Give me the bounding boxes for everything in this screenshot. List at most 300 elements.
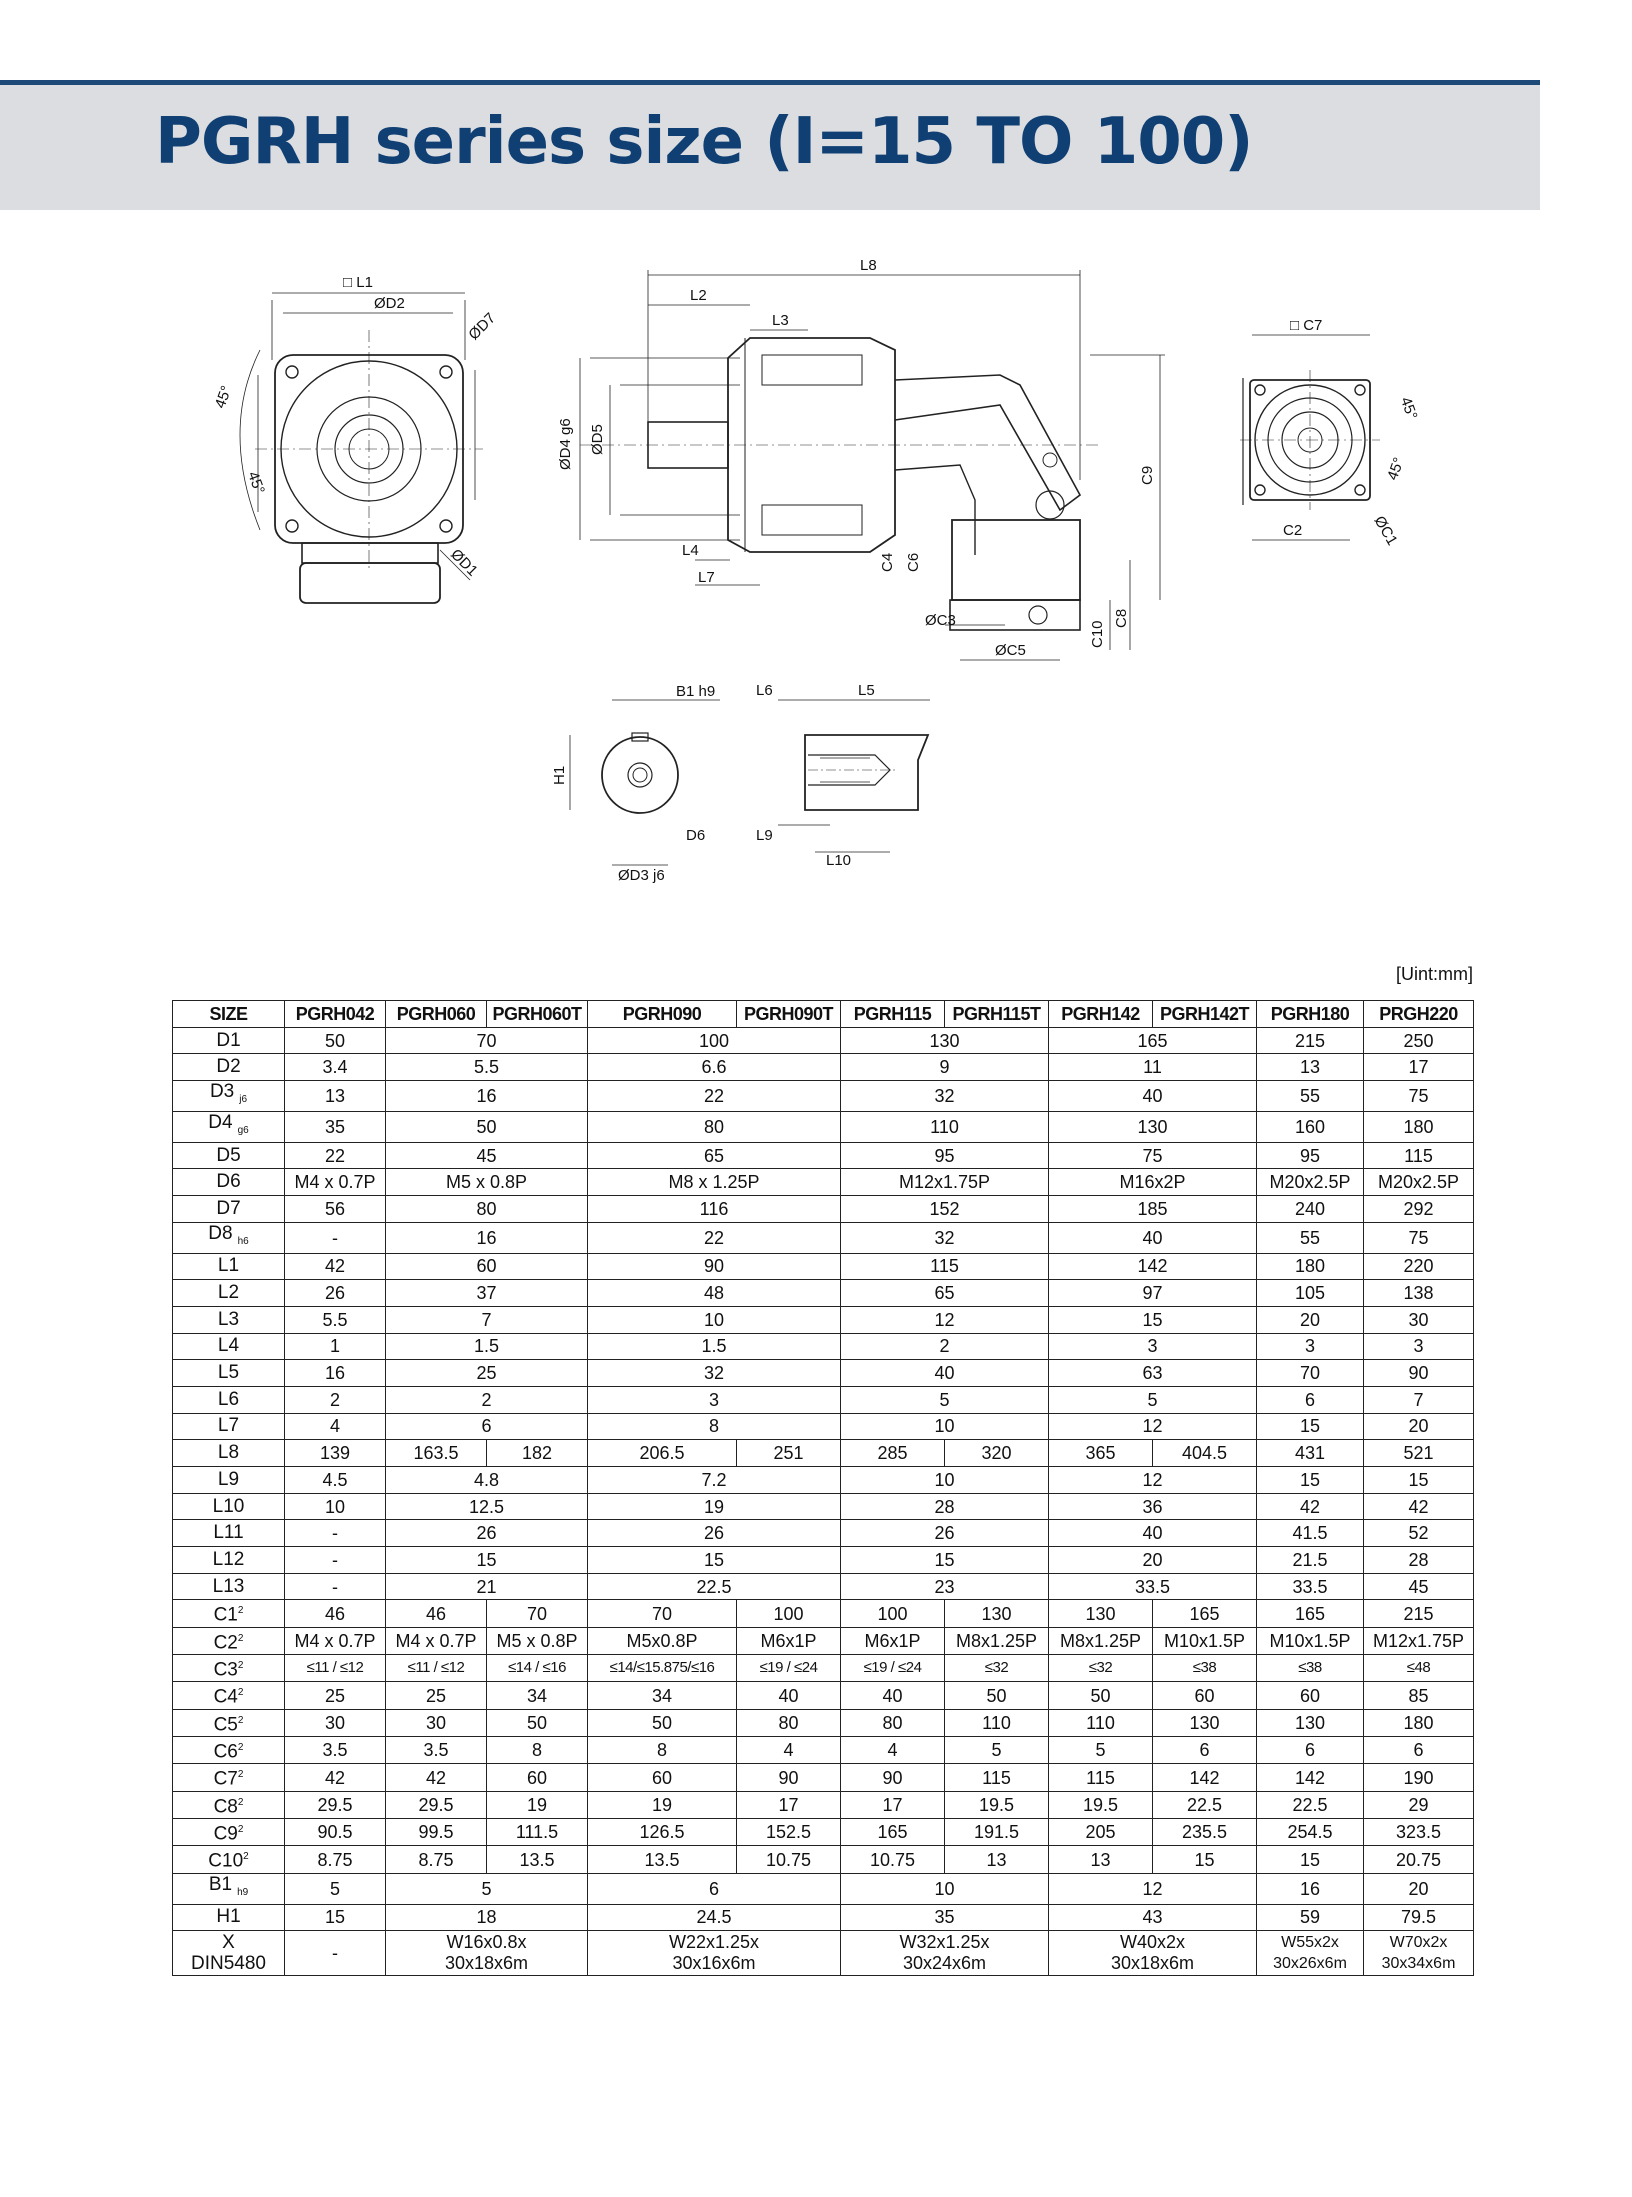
row-label-tolerance: h9	[237, 1886, 249, 1898]
table-cell: 7	[1364, 1386, 1474, 1413]
table-cell: W22x1.25x 30x16x6m	[588, 1931, 841, 1976]
label-C8: C8	[1113, 608, 1130, 628]
table-row	[173, 1655, 1474, 1682]
table-row	[173, 1547, 1474, 1574]
table-cell: 22.5	[1257, 1791, 1364, 1818]
table-cell: 115	[1364, 1142, 1474, 1169]
table-row	[173, 1791, 1474, 1818]
row-label: L11	[173, 1520, 285, 1547]
table-cell: 50	[487, 1709, 588, 1736]
table-cell: 32	[841, 1222, 1049, 1253]
table-cell: 1.5	[386, 1333, 588, 1360]
label-D2: ØD2	[374, 295, 405, 312]
table-cell: 13.5	[588, 1846, 737, 1873]
table-cell: 521	[1364, 1440, 1474, 1467]
table-cell: 163.5	[386, 1440, 487, 1467]
table-cell: 25	[386, 1682, 487, 1709]
table-cell: 29.5	[285, 1791, 386, 1818]
table-cell: 110	[945, 1709, 1049, 1736]
table-cell: 3.4	[285, 1054, 386, 1081]
table-cell: 34	[487, 1682, 588, 1709]
table-cell: 6	[1257, 1386, 1364, 1413]
page-title: PGRH series size (I=15 TO 100)	[155, 105, 1253, 179]
table-cell: 23	[841, 1573, 1049, 1600]
table-cell: 28	[841, 1493, 1049, 1520]
table-cell: 5	[945, 1737, 1049, 1764]
row-label: L1	[173, 1253, 285, 1280]
table-cell: W70x2x 30x34x6m	[1364, 1931, 1474, 1976]
table-row	[173, 1081, 1474, 1112]
table-cell: 22	[588, 1222, 841, 1253]
row-label: L2	[173, 1280, 285, 1307]
table-cell: 50	[945, 1682, 1049, 1709]
table-cell: 20	[1257, 1306, 1364, 1333]
table-cell: 70	[1257, 1360, 1364, 1387]
table-cell: M4 x 0.7P	[386, 1627, 487, 1654]
flange-view	[1240, 317, 1421, 548]
table-cell: 22.5	[1153, 1791, 1257, 1818]
table-cell: 45	[386, 1142, 588, 1169]
table-row	[173, 1306, 1474, 1333]
table-cell: 8.75	[285, 1846, 386, 1873]
label-H1: H1	[551, 765, 568, 785]
column-header-model: PRGH220	[1364, 1001, 1474, 1028]
table-cell: -	[285, 1931, 386, 1976]
label-D7: ØD7	[465, 309, 500, 344]
table-cell: 7.2	[588, 1467, 841, 1494]
table-cell: W40x2x 30x18x6m	[1049, 1931, 1257, 1976]
table-cell: 42	[1364, 1493, 1474, 1520]
table-cell: 13.5	[487, 1846, 588, 1873]
column-header-model: PGRH115T	[945, 1001, 1049, 1028]
row-label: L3	[173, 1306, 285, 1333]
table-cell: 10	[841, 1413, 1049, 1440]
table-cell: 90	[588, 1253, 841, 1280]
row-label: $C3^2$	[173, 1655, 285, 1682]
table-cell: 65	[841, 1280, 1049, 1307]
table-cell: 19	[588, 1791, 737, 1818]
table-cell: 15	[285, 1904, 386, 1931]
table-cell: 15	[1257, 1846, 1364, 1873]
table-cell: 365	[1049, 1440, 1153, 1467]
table-cell: 8	[487, 1737, 588, 1764]
table-cell: 6	[386, 1413, 588, 1440]
table-cell: 105	[1257, 1280, 1364, 1307]
table-cell: 50	[588, 1709, 737, 1736]
table-cell: 70	[588, 1600, 737, 1627]
table-row	[173, 1111, 1474, 1142]
table-row	[173, 1222, 1474, 1253]
table-cell: 79.5	[1364, 1904, 1474, 1931]
table-cell: 46	[285, 1600, 386, 1627]
table-cell: 13	[945, 1846, 1049, 1873]
table-row	[173, 1682, 1474, 1709]
label-C7: □ C7	[1290, 317, 1323, 334]
row-label: $C4^2$	[173, 1682, 285, 1709]
table-cell: -	[285, 1222, 386, 1253]
table-cell: 12	[1049, 1873, 1257, 1904]
table-cell: M8x1.25P	[945, 1627, 1049, 1654]
table-cell: M5 x 0.8P	[386, 1169, 588, 1196]
row-label: L8	[173, 1440, 285, 1467]
table-cell: 22	[285, 1142, 386, 1169]
table-cell: 97	[1049, 1280, 1257, 1307]
row-label: $C10^2$	[173, 1846, 285, 1873]
table-cell: 42	[285, 1253, 386, 1280]
table-cell: 10	[841, 1873, 1049, 1904]
table-cell: 55	[1257, 1222, 1364, 1253]
table-cell: 60	[487, 1764, 588, 1791]
table-cell: 35	[285, 1111, 386, 1142]
row-label: L9	[173, 1467, 285, 1494]
table-cell: 292	[1364, 1196, 1474, 1223]
table-cell: ≤38	[1257, 1655, 1364, 1682]
table-cell: 10.75	[841, 1846, 945, 1873]
table-cell: 115	[1049, 1764, 1153, 1791]
table-cell: 90	[841, 1764, 945, 1791]
row-label-tolerance: h6	[237, 1235, 249, 1247]
table-cell: 70	[386, 1027, 588, 1054]
table-row	[173, 1169, 1474, 1196]
table-cell: 251	[737, 1440, 841, 1467]
table-cell: 48	[588, 1280, 841, 1307]
table-row	[173, 1493, 1474, 1520]
table-cell: 3	[1257, 1333, 1364, 1360]
table-cell: 6	[1153, 1737, 1257, 1764]
table-cell: 160	[1257, 1111, 1364, 1142]
table-cell: M4 x 0.7P	[285, 1169, 386, 1196]
table-cell: 80	[588, 1111, 841, 1142]
table-cell: 22.5	[588, 1573, 841, 1600]
dimension-table	[172, 1000, 1474, 1976]
table-row	[173, 1253, 1474, 1280]
table-cell: 191.5	[945, 1819, 1049, 1846]
table-cell: 2	[285, 1386, 386, 1413]
table-cell: 59	[1257, 1904, 1364, 1931]
label-C3: ØC3	[925, 612, 956, 629]
table-cell: 35	[841, 1904, 1049, 1931]
table-cell: 50	[386, 1111, 588, 1142]
table-cell: 3	[588, 1386, 841, 1413]
label-L1: □ L1	[343, 274, 373, 291]
row-label: $C5^2$	[173, 1709, 285, 1736]
table-cell: 13	[1257, 1054, 1364, 1081]
table-cell: 4.5	[285, 1467, 386, 1494]
table-cell: 17	[737, 1791, 841, 1818]
table-cell: 99.5	[386, 1819, 487, 1846]
table-cell: 15	[1364, 1467, 1474, 1494]
label-L9: L9	[756, 827, 773, 844]
table-cell: 21	[386, 1573, 588, 1600]
row-label: $C7^2$	[173, 1764, 285, 1791]
table-cell: 40	[1049, 1222, 1257, 1253]
table-cell: 3.5	[386, 1737, 487, 1764]
table-cell: 115	[841, 1253, 1049, 1280]
table-cell: 24.5	[588, 1904, 841, 1931]
table-cell: 41.5	[1257, 1520, 1364, 1547]
label-L5: L5	[858, 682, 875, 699]
table-cell: 26	[285, 1280, 386, 1307]
table-cell: 17	[841, 1791, 945, 1818]
table-cell: 16	[285, 1360, 386, 1387]
table-cell: 60	[1153, 1682, 1257, 1709]
table-cell: 26	[841, 1520, 1049, 1547]
table-cell: ≤11 / ≤12	[386, 1655, 487, 1682]
row-label: D5	[173, 1142, 285, 1169]
front-view	[212, 274, 499, 603]
table-row	[173, 1054, 1474, 1081]
table-cell: M8x1.25P	[1049, 1627, 1153, 1654]
table-cell: 75	[1364, 1081, 1474, 1112]
table-cell: M12x1.75P	[1364, 1627, 1474, 1654]
row-label: D7	[173, 1196, 285, 1223]
table-cell: 3	[1364, 1333, 1474, 1360]
label-C9: C9	[1139, 465, 1156, 485]
table-cell: 10	[285, 1493, 386, 1520]
table-cell: 100	[841, 1600, 945, 1627]
table-cell: 56	[285, 1196, 386, 1223]
table-cell: 130	[1049, 1600, 1153, 1627]
table-cell: 111.5	[487, 1819, 588, 1846]
table-cell: 30	[386, 1709, 487, 1736]
table-cell: 40	[841, 1360, 1049, 1387]
row-label: $C6^2$	[173, 1737, 285, 1764]
table-cell: 30	[285, 1709, 386, 1736]
label-D1: ØD1	[447, 545, 481, 580]
table-cell: ≤38	[1153, 1655, 1257, 1682]
table-cell: 40	[737, 1682, 841, 1709]
row-label: L10	[173, 1493, 285, 1520]
table-cell: M10x1.5P	[1257, 1627, 1364, 1654]
table-cell: 5.5	[285, 1306, 386, 1333]
table-cell: 75	[1364, 1222, 1474, 1253]
table-cell: 215	[1257, 1027, 1364, 1054]
table-cell: 2	[386, 1386, 588, 1413]
table-cell: 11	[1049, 1054, 1257, 1081]
row-label: D3 $_{j6}$	[173, 1081, 285, 1112]
label-C2: C2	[1283, 522, 1303, 539]
table-cell: 18	[386, 1904, 588, 1931]
table-cell: M12x1.75P	[841, 1169, 1049, 1196]
table-cell: 320	[945, 1440, 1049, 1467]
row-label: L7	[173, 1413, 285, 1440]
row-label: $C2^2$	[173, 1627, 285, 1654]
table-cell: 25	[285, 1682, 386, 1709]
label-C5: ØC5	[995, 642, 1026, 659]
table-cell: 29.5	[386, 1791, 487, 1818]
label-45-a: 45°	[211, 383, 236, 411]
table-cell: 40	[1049, 1520, 1257, 1547]
table-cell: 220	[1364, 1253, 1474, 1280]
table-cell: 52	[1364, 1520, 1474, 1547]
table-cell: 4	[285, 1413, 386, 1440]
row-label: L4	[173, 1333, 285, 1360]
table-cell: M4 x 0.7P	[285, 1627, 386, 1654]
shaft-end-view	[551, 683, 720, 884]
table-cell: ≤19 / ≤24	[737, 1655, 841, 1682]
row-label-footnote: 2	[243, 1851, 249, 1863]
table-header-row	[173, 1001, 1474, 1028]
row-label: X DIN5480	[173, 1931, 285, 1976]
table-cell: 7	[386, 1306, 588, 1333]
table-cell: 80	[737, 1709, 841, 1736]
table-cell: 55	[1257, 1081, 1364, 1112]
table-cell: 16	[1257, 1873, 1364, 1904]
table-cell: 110	[841, 1111, 1049, 1142]
table-cell: 40	[1049, 1081, 1257, 1112]
table-cell: 19.5	[1049, 1791, 1153, 1818]
table-cell: 8.75	[386, 1846, 487, 1873]
table-cell: 185	[1049, 1196, 1257, 1223]
label-D5: ØD5	[589, 424, 606, 455]
table-cell: 20	[1364, 1413, 1474, 1440]
table-cell: 34	[588, 1682, 737, 1709]
table-cell: ≤48	[1364, 1655, 1474, 1682]
table-row	[173, 1846, 1474, 1873]
table-cell: 6.6	[588, 1054, 841, 1081]
table-row	[173, 1360, 1474, 1387]
table-cell: 70	[487, 1600, 588, 1627]
row-label: L12	[173, 1547, 285, 1574]
table-row	[173, 1413, 1474, 1440]
table-cell: 36	[1049, 1493, 1257, 1520]
table-cell: 16	[386, 1222, 588, 1253]
table-cell: 9	[841, 1054, 1049, 1081]
column-header-model: PGRH090T	[737, 1001, 841, 1028]
label-L10: L10	[826, 852, 852, 869]
table-cell: 130	[841, 1027, 1049, 1054]
table-cell: 180	[1364, 1709, 1474, 1736]
table-cell: 5.5	[386, 1054, 588, 1081]
table-cell: 10	[588, 1306, 841, 1333]
table-row	[173, 1467, 1474, 1494]
unit-label: [Uint:mm]	[1395, 964, 1473, 984]
table-cell: 285	[841, 1440, 945, 1467]
table-cell: 3	[1049, 1333, 1257, 1360]
table-cell: 142	[1257, 1764, 1364, 1791]
table-cell: 25	[386, 1360, 588, 1387]
table-cell: 46	[386, 1600, 487, 1627]
table-cell: 6	[1257, 1737, 1364, 1764]
row-label-footnote: 2	[237, 1742, 244, 1754]
table-cell: 15	[1257, 1413, 1364, 1440]
table-cell: 33.5	[1049, 1573, 1257, 1600]
table-row-x-din5480	[173, 1931, 1474, 1976]
table-cell: 40	[841, 1682, 945, 1709]
table-cell: 60	[588, 1764, 737, 1791]
table-cell: 142	[1049, 1253, 1257, 1280]
table-cell: 15	[841, 1547, 1049, 1574]
table-cell: ≤32	[1049, 1655, 1153, 1682]
table-row	[173, 1196, 1474, 1223]
table-cell: 250	[1364, 1027, 1474, 1054]
table-row	[173, 1764, 1474, 1791]
table-cell: 16	[386, 1081, 588, 1112]
side-view	[557, 257, 1165, 660]
table-cell: 90	[1364, 1360, 1474, 1387]
table-cell: M5 x 0.8P	[487, 1627, 588, 1654]
row-label: $C9^2$	[173, 1819, 285, 1846]
table-cell: 235.5	[1153, 1819, 1257, 1846]
table-cell: 12	[1049, 1413, 1257, 1440]
table-cell: 3.5	[285, 1737, 386, 1764]
table-cell: 45	[1364, 1573, 1474, 1600]
table-cell: 29	[1364, 1791, 1474, 1818]
column-header-model: PGRH142	[1049, 1001, 1153, 1028]
table-cell: W32x1.25x 30x24x6m	[841, 1931, 1049, 1976]
table-cell: 4	[841, 1737, 945, 1764]
label-D3: ØD3 j6	[618, 867, 665, 884]
table-cell: 138	[1364, 1280, 1474, 1307]
table-cell: 19.5	[945, 1791, 1049, 1818]
table-row	[173, 1573, 1474, 1600]
table-row	[173, 1904, 1474, 1931]
table-cell: 19	[588, 1493, 841, 1520]
table-row	[173, 1709, 1474, 1736]
table-cell: 20	[1364, 1873, 1474, 1904]
table-cell: 180	[1364, 1111, 1474, 1142]
table-cell: 165	[1153, 1600, 1257, 1627]
table-cell: 13	[285, 1081, 386, 1112]
label-L7: L7	[698, 569, 715, 586]
column-header-model: PGRH042	[285, 1001, 386, 1028]
row-label: D1	[173, 1027, 285, 1054]
table-cell: 32	[588, 1360, 841, 1387]
label-C6: C6	[905, 552, 922, 572]
column-header-model: PGRH142T	[1153, 1001, 1257, 1028]
table-cell: 43	[1049, 1904, 1257, 1931]
table-cell: 5	[1049, 1386, 1257, 1413]
column-header-model: PGRH115	[841, 1001, 945, 1028]
label-L3: L3	[772, 312, 789, 329]
table-cell: 100	[588, 1027, 841, 1054]
row-label-footnote: 2	[237, 1769, 244, 1781]
table-cell: 63	[1049, 1360, 1257, 1387]
table-cell: 15	[1257, 1467, 1364, 1494]
table-cell: 180	[1257, 1253, 1364, 1280]
table-cell: 20	[1049, 1547, 1257, 1574]
row-label: $C1^2$	[173, 1600, 285, 1627]
table-cell: 37	[386, 1280, 588, 1307]
table-cell: 110	[1049, 1709, 1153, 1736]
row-label: L13	[173, 1573, 285, 1600]
table-cell: 75	[1049, 1142, 1257, 1169]
row-label-footnote: 2	[237, 1687, 244, 1699]
table-row	[173, 1627, 1474, 1654]
table-cell: M6x1P	[841, 1627, 945, 1654]
table-cell: 12	[1049, 1467, 1257, 1494]
table-cell: 80	[386, 1196, 588, 1223]
table-cell: 8	[588, 1413, 841, 1440]
row-label-footnote: 2	[237, 1796, 244, 1808]
table-cell: -	[285, 1520, 386, 1547]
table-row	[173, 1333, 1474, 1360]
row-label: L5	[173, 1360, 285, 1387]
table-cell: 130	[1153, 1709, 1257, 1736]
table-row	[173, 1440, 1474, 1467]
row-label: L6	[173, 1386, 285, 1413]
row-label: D2	[173, 1054, 285, 1081]
table-row	[173, 1520, 1474, 1547]
table-cell: 13	[1049, 1846, 1153, 1873]
table-cell: 95	[1257, 1142, 1364, 1169]
table-cell: 4.8	[386, 1467, 588, 1494]
column-header-model: PGRH180	[1257, 1001, 1364, 1028]
table-cell: W55x2x 30x26x6m	[1257, 1931, 1364, 1976]
table-cell: M8 x 1.25P	[588, 1169, 841, 1196]
table-cell: 15	[1049, 1306, 1257, 1333]
table-cell: 6	[588, 1873, 841, 1904]
